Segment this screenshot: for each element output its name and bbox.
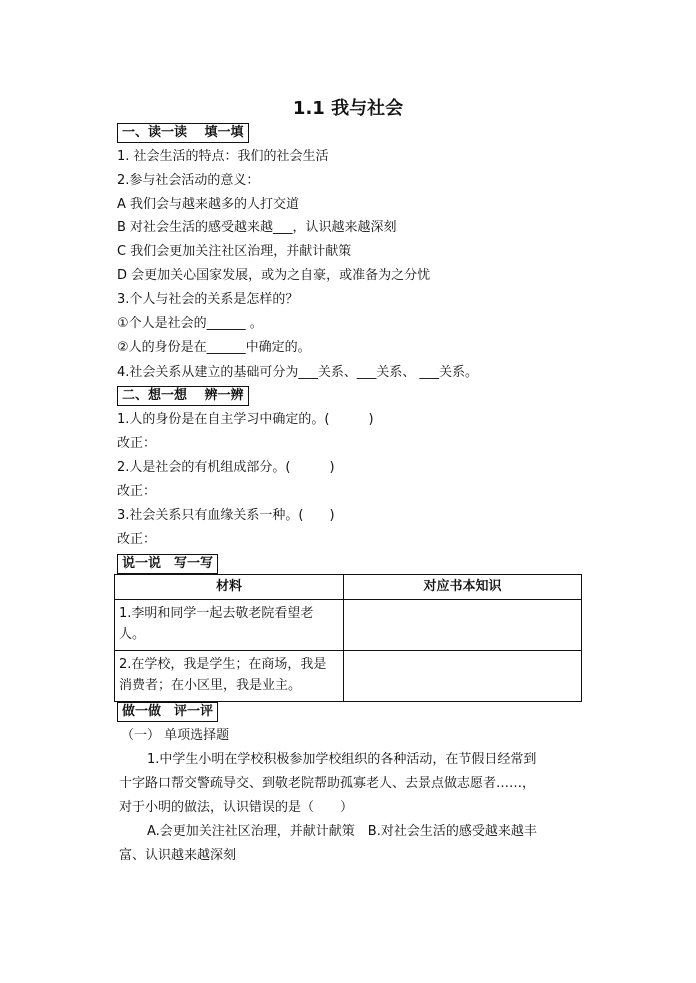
section2-line: 3.社会关系只有血缘关系一种。( ): [117, 508, 335, 523]
question-line: 对于小明的做法，认识错误的是（ ）: [119, 800, 354, 815]
material-table: [114, 574, 582, 702]
question-line: 1.中学生小明在学校积极参加学校组织的各种活动，在节假日经常到: [147, 752, 537, 767]
section1-line: 1. 社会生活的特点：我们的社会生活: [117, 149, 329, 164]
section1-line: B 对社会生活的感受越来越___，认识越来越深刻: [117, 220, 397, 235]
section3-header: 说一说 写一写: [117, 554, 218, 574]
section1-line: 3.个人与社会的关系是怎样的？: [117, 292, 299, 307]
section1-line: A 我们会与越来越多的人打交道: [117, 197, 300, 212]
section2-line: 改正：: [117, 532, 157, 547]
section1-line: ①个人是社会的______ 。: [117, 316, 263, 331]
table-cell-material: 2.在学校，我是学生；在商场，我是消费者；在小区里，我是业主。: [115, 651, 344, 702]
table-cell-knowledge: [344, 600, 582, 651]
page-title: 1.1 我与社会: [292, 98, 404, 119]
table-cell-knowledge: [344, 651, 582, 702]
section1-header: 一、读一读 填一填: [117, 123, 249, 143]
section1-line: C 我们会更加关注社区治理，并献计献策: [117, 244, 352, 259]
section4-subheader: （一） 单项选择题: [121, 728, 230, 743]
table-row: [115, 651, 582, 702]
section1-line: ②人的身份是在______中确定的。: [117, 340, 311, 355]
section2-line: 1.人的身份是在自主学习中确定的。( ): [117, 412, 374, 427]
question-option-line: A.会更加关注社区治理，并献计献策 B.对社会生活的感受越来越丰: [147, 824, 537, 839]
table-cell-material: 1.李明和同学一起去敬老院看望老人。: [115, 600, 344, 651]
section4-header: 做一做 评一评: [117, 702, 218, 722]
table-header-knowledge: 对应书本知识: [344, 575, 582, 600]
section2-line: 改正：: [117, 484, 157, 499]
question-line: 十字路口帮交警疏导交、到敬老院帮助孤寡老人、去景点做志愿者……，: [119, 776, 536, 791]
table-header-material: 材料: [115, 575, 344, 600]
question-option-line: 富、认识越来越深刻: [119, 848, 237, 863]
section2-header: 二、想一想 辨一辨: [117, 386, 249, 406]
table-row: [115, 600, 582, 651]
section2-line: 改正：: [117, 436, 157, 451]
section1-line: 4.社会关系从建立的基础可分为___关系、___关系、 ___关系。: [117, 365, 479, 380]
table-header-row: [115, 575, 582, 600]
section2-line: 2.人是社会的有机组成部分。( ): [117, 460, 335, 475]
section1-line: 2.参与社会活动的意义：: [117, 173, 260, 188]
section1-line: D 会更加关心国家发展，或为之自豪，或准备为之分忧: [117, 268, 431, 283]
